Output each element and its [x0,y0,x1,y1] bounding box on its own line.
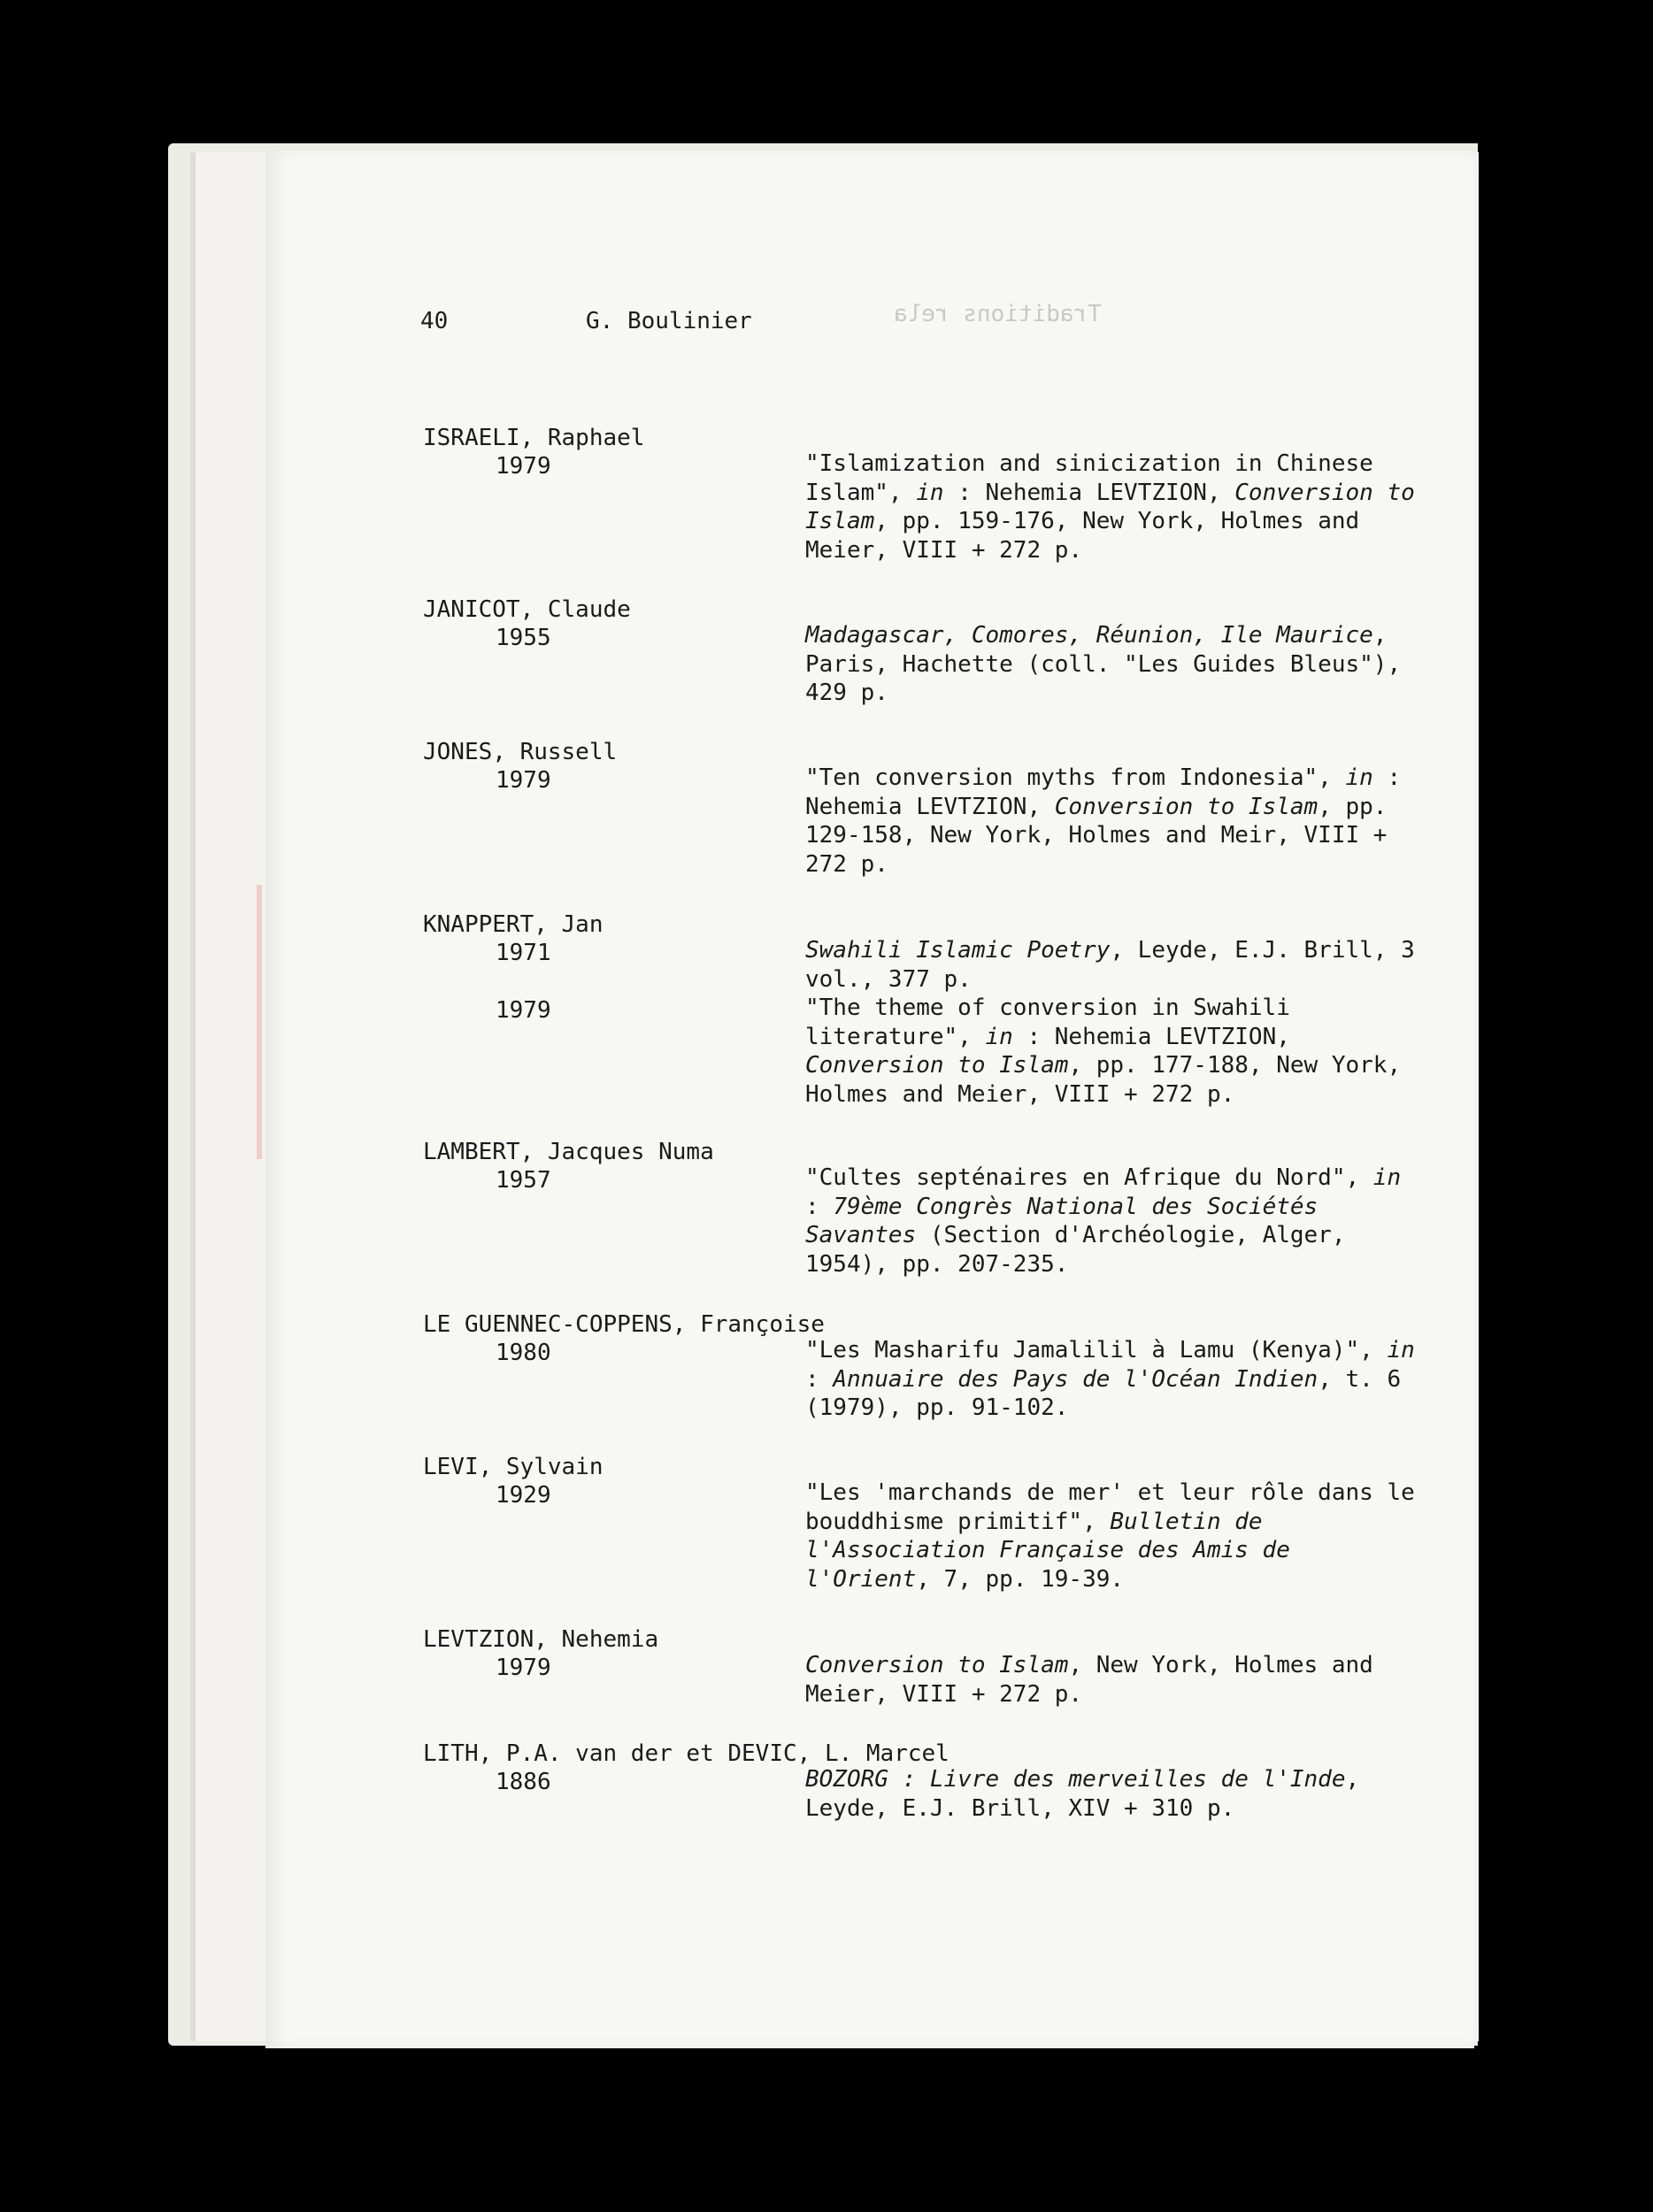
reference-text: : Nehemia LEVTZION, [943,479,1235,506]
reference-text: "Les 'marchands de mer' et leur rôle dans le bouddhisme primitif", [805,1479,1415,1535]
entry-author: LE GUENNEC-COPPENS, Françoise [423,1311,825,1338]
entry-year: 1955 [496,625,551,651]
entry-reference [805,1651,1425,1709]
reference-text: : Nehemia LEVTZION, [1012,1023,1290,1050]
reference-italic: Conversion to Islam [1054,793,1319,820]
reference-italic: in [916,479,944,506]
reference-text: , pp. 129-158, New York, Holmes and Meir, VIII + 272 p. [805,793,1388,878]
reference-italic: Swahili Islamic Poetry [805,937,1111,964]
margin-stain [257,885,262,1159]
entry-year: 1971 [496,940,551,966]
entry-reference [805,994,1425,1109]
entry-reference [805,1479,1425,1594]
reference-text: , pp. 177-188, New York, Holmes and Meier, VIII + 272 p. [805,1052,1402,1108]
entry-year: 1957 [496,1167,551,1194]
entry-reference [805,1164,1425,1279]
entry-reference [805,764,1425,879]
reference-text: : [805,1193,834,1220]
entry-reference [805,936,1425,994]
entry-year: 1979 [496,1655,551,1681]
entry-year: 1929 [496,1482,551,1509]
reference-text: , New York, Holmes and Meier, VIII + 272 p. [805,1652,1373,1708]
entry-year: 1980 [496,1340,551,1366]
reference-text: : [805,1365,834,1393]
reference-italic: Annuaire des Pays de l'Océan Indien [833,1365,1319,1393]
entry-author: JANICOT, Claude [423,596,631,623]
reference-text: , 7, pp. 19-39. [916,1565,1125,1593]
entry-author: LEVTZION, Nehemia [423,1626,659,1653]
reference-text: "Les Masharifu Jamalilil à Lamu (Kenya)", [805,1337,1388,1363]
reference-text: "Ten conversion myths from Indonesia", [805,764,1346,791]
reference-italic: Conversion to Islam [805,1052,1069,1079]
reference-italic: Conversion to Islam [805,1652,1069,1678]
reference-text: "Cultes septénaires en Afrique du Nord", [805,1164,1373,1191]
reference-italic: BOZORG : Livre des merveilles de l'Inde [805,1766,1346,1793]
running-head-author: G. Boulinier [586,308,752,334]
reference-italic: 79ème Congrès National des Sociétés Savantes [805,1193,1319,1248]
entry-reference [805,1336,1425,1423]
reference-text: , Leyde, E.J. Brill, XIV + 310 p. [805,1766,1360,1822]
entry-year: 1886 [496,1769,551,1795]
reference-italic: in [1372,1164,1402,1191]
reference-italic: in [1387,1337,1415,1363]
entry-author: LITH, P.A. van der et DEVIC, L. Marcel [423,1740,950,1767]
reference-italic: Madagascar, Comores, Réunion, Ile Maurice [805,622,1373,649]
entry-reference [805,1765,1425,1823]
entry-reference [805,449,1425,565]
entry-year: 1979 [496,453,551,480]
reference-italic: in [1345,764,1373,791]
reference-text: "Islamization and sinicization in Chinese Islam", [805,450,1373,506]
reference-text: , pp. 159-176, New York, Holmes and Meier, VIII + 272 p. [805,508,1360,564]
reference-text: , Paris, Hachette (coll. "Les Guides Bleus"), 429 p. [805,622,1402,706]
entry-author: LEVI, Sylvain [423,1454,604,1480]
bleed-through-text: Traditions rela [894,301,1102,327]
entry-author: LAMBERT, Jacques Numa [423,1139,714,1165]
entry-author: KNAPPERT, Jan [423,911,604,938]
reference-italic: Conversion to Islam [805,479,1415,534]
entry-author: JONES, Russell [423,739,618,765]
reference-text: : Nehemia LEVTZION, [805,764,1402,820]
entry-reference [805,621,1425,708]
reference-italic: Bulletin de l'Association Française des Amis de l'Orient [805,1508,1290,1593]
reference-italic: in [985,1023,1013,1050]
entry-year: 1979 [496,767,551,794]
reference-text: , t. 6 (1979), pp. 91-102. [805,1365,1402,1421]
entry-author: ISRAELI, Raphael [423,425,645,451]
reference-text: , Leyde, E.J. Brill, 3 vol., 377 p. [805,937,1415,993]
page-number: 40 [420,308,449,334]
entry-year: 1979 [496,997,551,1024]
reference-text: (Section d'Archéologie, Alger, 1954), pp. 207-235. [805,1222,1346,1278]
reference-text: "The theme of conversion in Swahili literature", [805,995,1290,1050]
